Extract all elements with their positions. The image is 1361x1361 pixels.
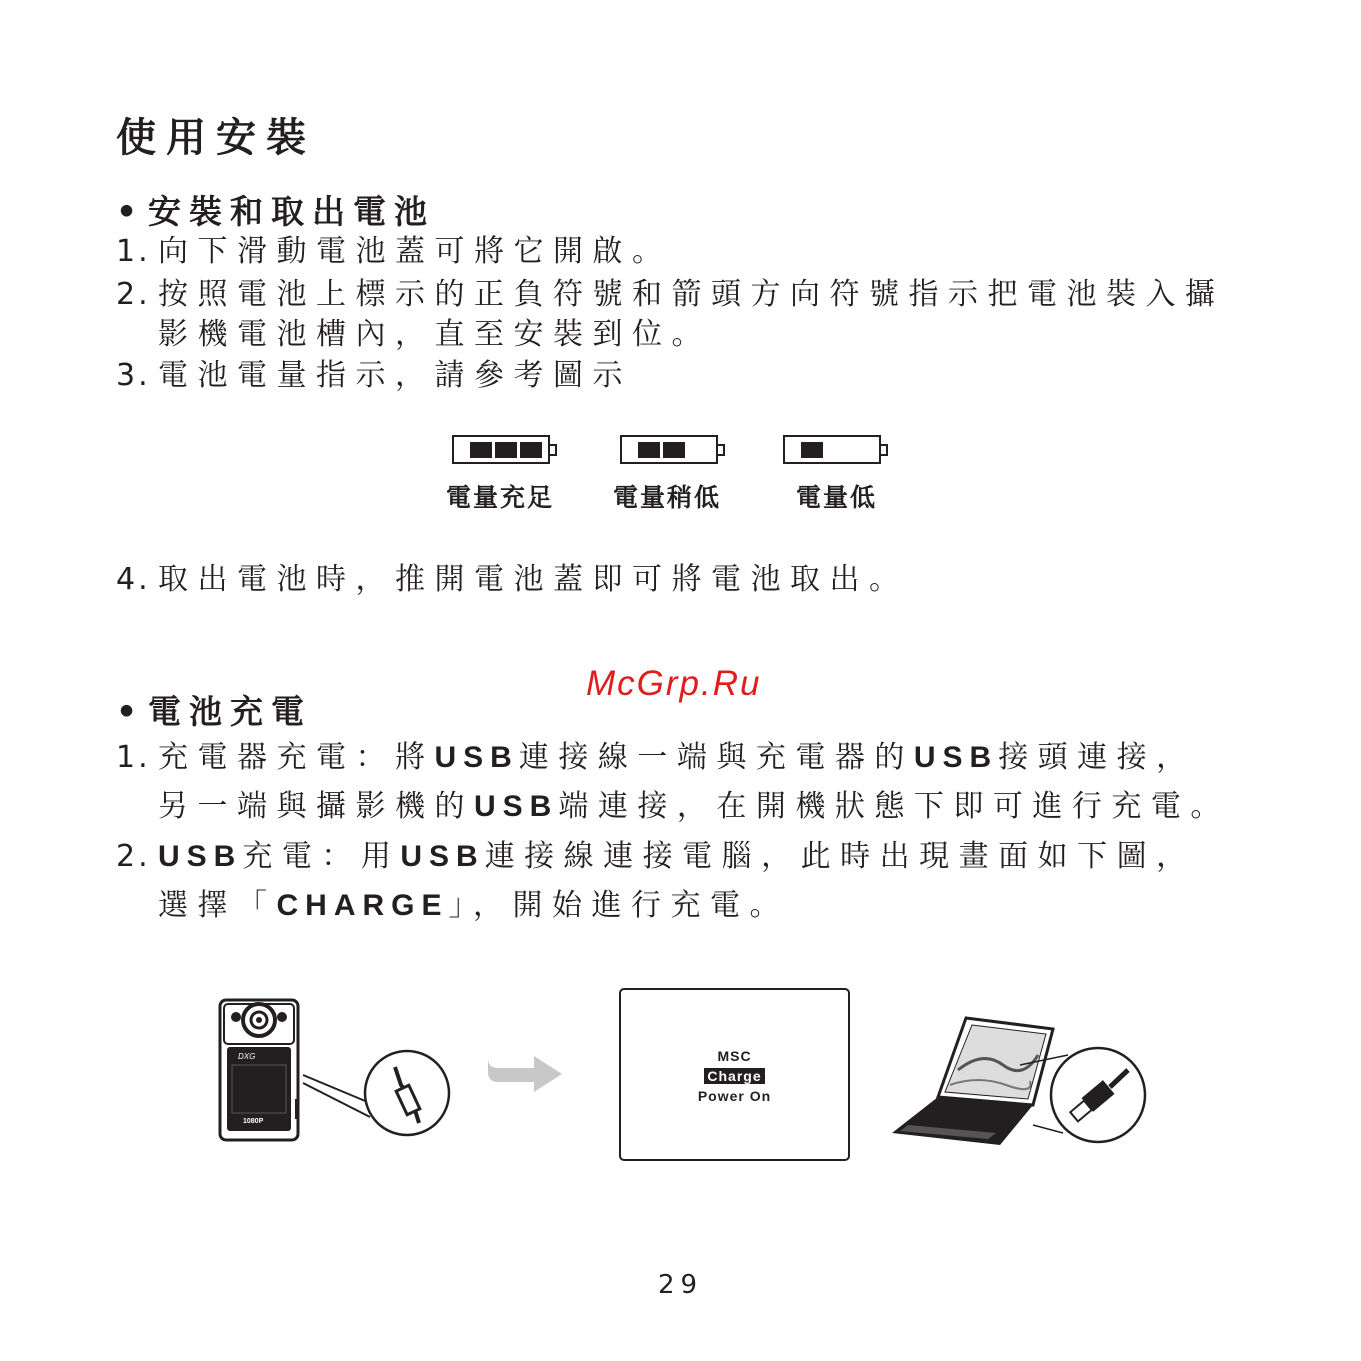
list-item-continuation: 另一端與攝影機的USB端連接，在開機狀態下即可進行充電。 [158, 789, 1230, 824]
bullet: • [116, 692, 138, 731]
page-number: 29 [657, 1270, 704, 1300]
list-item: 3. 電池電量指示，請參考圖示 [116, 358, 632, 393]
list-item: 2. 按照電池上標示的正負符號和箭頭方向符號指示把電池裝入攝 [116, 277, 1225, 312]
menu-item-power-on[interactable]: Power On [697, 1088, 772, 1104]
battery-full-icon [452, 435, 550, 464]
page-title: 使用安裝 [116, 115, 316, 161]
usb-mode-screen [619, 988, 850, 1161]
battery-medium-label: 電量稍低 [613, 483, 722, 512]
laptop-illustration [888, 1015, 1153, 1155]
battery-full-label: 電量充足 [446, 483, 555, 512]
list-item: 1. 向下滑動電池蓋可將它開啟。 [116, 234, 672, 269]
menu-item-charge[interactable]: Charge [621, 1068, 848, 1084]
menu-item-msc[interactable]: MSC [717, 1048, 752, 1064]
watermark: McGrp.Ru [586, 664, 762, 703]
camcorder-illustration [215, 995, 455, 1145]
arrow-right-icon [486, 1052, 566, 1094]
list-item-continuation: 選擇「CHARGE」，開始進行充電。 [158, 888, 790, 923]
battery-medium-icon [620, 435, 718, 464]
list-item: 2. USB充電：用USB連接線連接電腦，此時出現畫面如下圖， [116, 839, 1196, 874]
bullet: • [116, 192, 138, 231]
section-heading-battery: • 安裝和取出電池 [116, 192, 435, 231]
battery-low-label: 電量低 [796, 483, 878, 512]
list-item: 1. 充電器充電：將USB連接線一端與充電器的USB接頭連接， [116, 740, 1196, 775]
list-item-continuation: 影機電池槽內，直至安裝到位。 [158, 317, 711, 352]
camera-model-text: 1080P [243, 1118, 264, 1125]
camera-brand-text: DXG [238, 1052, 256, 1061]
list-item: 4. 取出電池時，推開電池蓋即可將電池取出。 [116, 562, 909, 597]
section-heading-charging: • 電池充電 [116, 692, 312, 731]
battery-low-icon [783, 435, 881, 464]
